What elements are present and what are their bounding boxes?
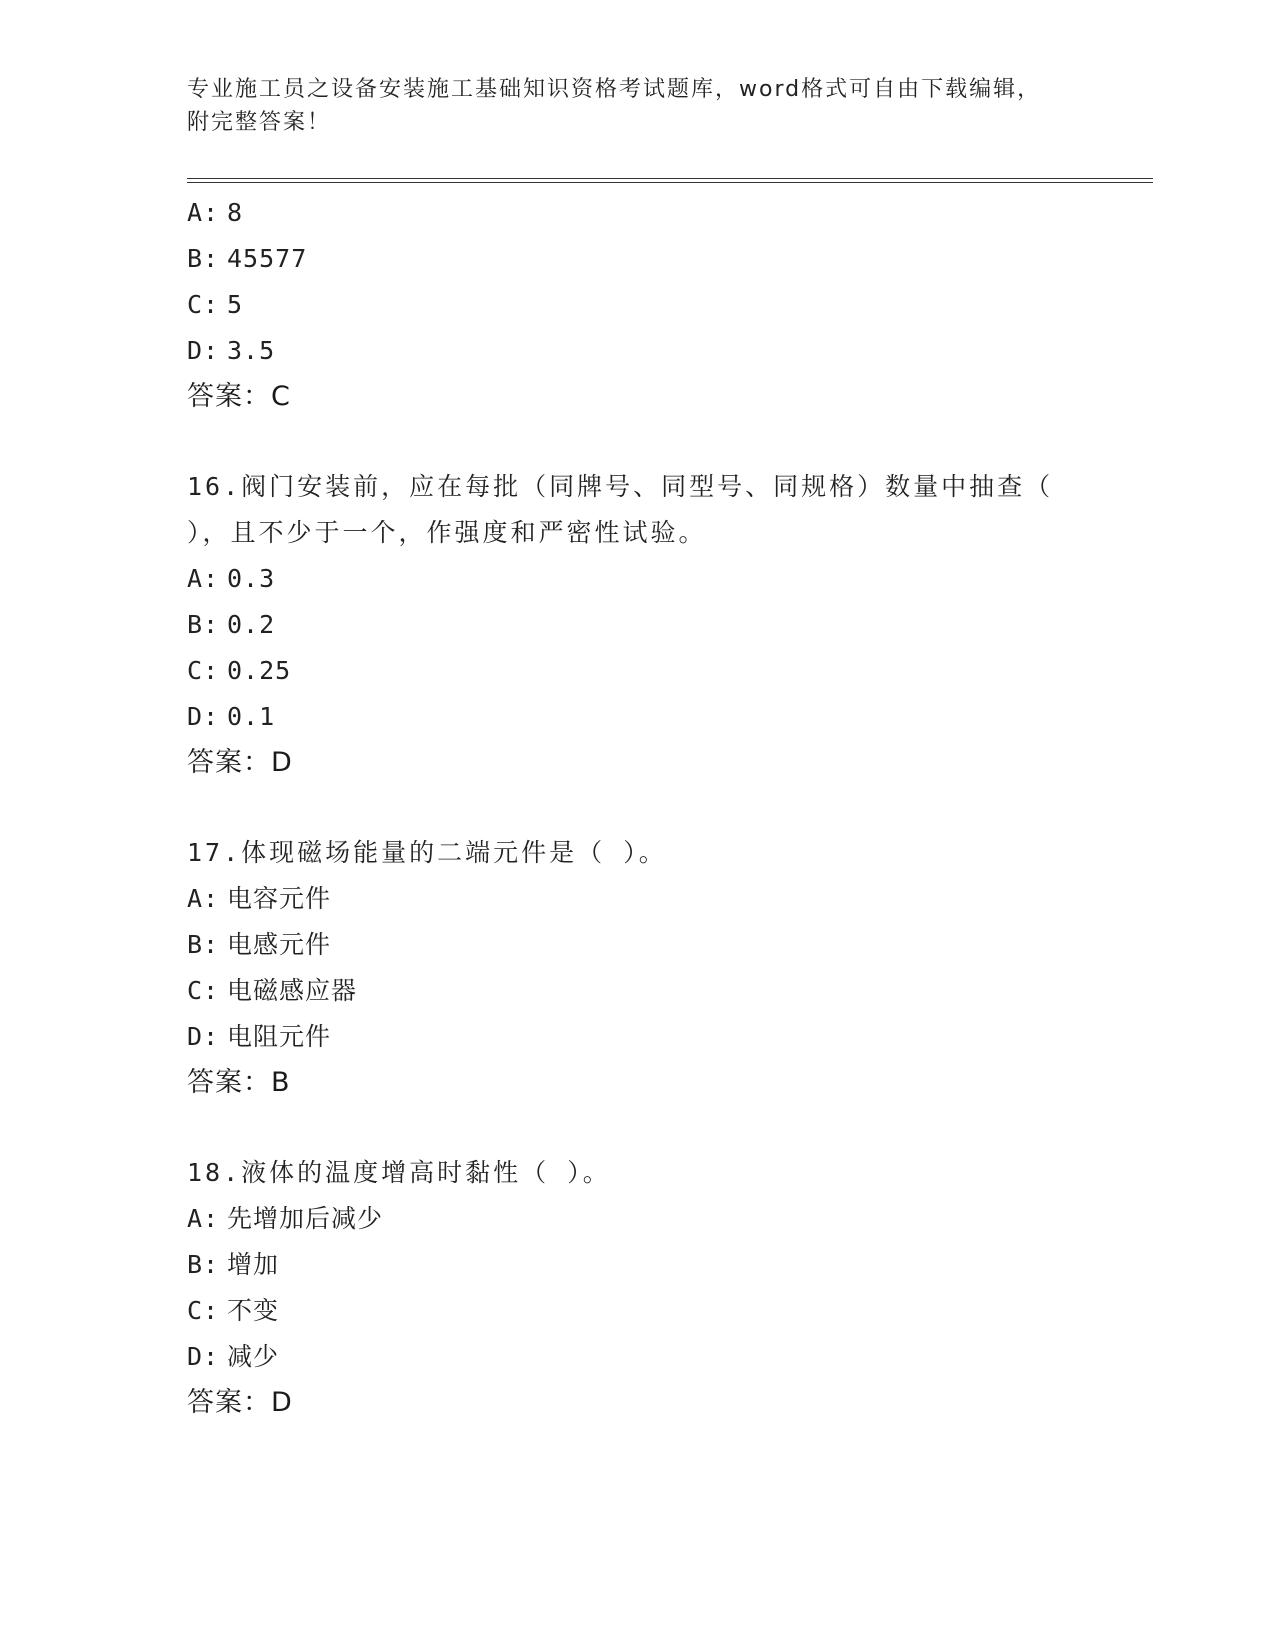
- option-label: C:: [187, 976, 220, 1005]
- option-label: A:: [187, 564, 220, 593]
- option-d: [187, 1334, 1087, 1380]
- question-list: [187, 190, 1087, 1426]
- option-b: [187, 236, 1087, 282]
- option-text: 3.5: [227, 336, 276, 365]
- option-text: 5: [227, 290, 244, 319]
- option-label: C:: [187, 290, 220, 319]
- option-c: [187, 282, 1087, 328]
- option-label: D:: [187, 1342, 220, 1371]
- answer-line: 答案：D: [187, 1387, 293, 1418]
- option-text: 电容元件: [227, 884, 332, 913]
- option-text: 先增加后减少: [227, 1204, 384, 1233]
- option-text: 不变: [227, 1296, 280, 1325]
- option-label: B:: [187, 610, 220, 639]
- option-b: [187, 922, 1087, 968]
- header-divider-top: [187, 178, 1153, 179]
- option-label: A:: [187, 884, 220, 913]
- option-text: 电感元件: [227, 930, 332, 959]
- option-d: [187, 328, 1087, 374]
- option-d: [187, 1014, 1087, 1060]
- option-b: [187, 602, 1087, 648]
- answer-line: 答案：D: [187, 747, 293, 778]
- option-a: [187, 1196, 1087, 1242]
- answer-line: 答案：C: [187, 381, 291, 412]
- option-text: 0.2: [227, 610, 276, 639]
- option-label: A:: [187, 1204, 220, 1233]
- option-b: [187, 1242, 1087, 1288]
- document-header: [187, 73, 1087, 139]
- option-label: C:: [187, 656, 220, 685]
- option-label: B:: [187, 244, 220, 273]
- option-label: C:: [187, 1296, 220, 1325]
- option-label: B:: [187, 1250, 220, 1279]
- option-a: [187, 190, 1087, 236]
- option-label: A:: [187, 198, 220, 227]
- option-text: 增加: [227, 1250, 280, 1279]
- option-c: [187, 1288, 1087, 1334]
- header-line-1: 专业施工员之设备安装施工基础知识资格考试题库，word格式可自由下载编辑，: [187, 77, 1042, 102]
- option-text: 0.3: [227, 564, 276, 593]
- option-c: [187, 648, 1087, 694]
- option-label: D:: [187, 702, 220, 731]
- header-divider-bottom: [187, 182, 1153, 183]
- question-15-continued: [187, 190, 1087, 420]
- question-text-line-1: 18.液体的温度增高时黏性（ ）。: [187, 1158, 611, 1187]
- option-text: 45577: [227, 244, 308, 273]
- question-16: [187, 464, 1087, 786]
- option-text: 0.1: [227, 702, 276, 731]
- question-18: [187, 1150, 1087, 1426]
- option-d: [187, 694, 1087, 740]
- option-a: [187, 556, 1087, 602]
- option-text: 减少: [227, 1342, 280, 1371]
- option-label: D:: [187, 336, 220, 365]
- option-text: 电阻元件: [227, 1022, 332, 1051]
- question-text-line-1: 16.阀门安装前，应在每批（同牌号、同型号、同规格）数量中抽查（: [187, 472, 1054, 501]
- option-text: 8: [227, 198, 244, 227]
- header-line-2: 附完整答案！: [187, 110, 332, 135]
- option-text: 电磁感应器: [227, 976, 358, 1005]
- answer-line: 答案：B: [187, 1067, 291, 1098]
- option-text: 0.25: [227, 656, 292, 685]
- option-label: D:: [187, 1022, 220, 1051]
- question-17: [187, 830, 1087, 1106]
- question-text-line-2: ），且不少于一个，作强度和严密性试验。: [187, 518, 707, 547]
- option-c: [187, 968, 1087, 1014]
- option-a: [187, 876, 1087, 922]
- option-label: B:: [187, 930, 220, 959]
- question-text-line-1: 17.体现磁场能量的二端元件是（ ）。: [187, 838, 667, 867]
